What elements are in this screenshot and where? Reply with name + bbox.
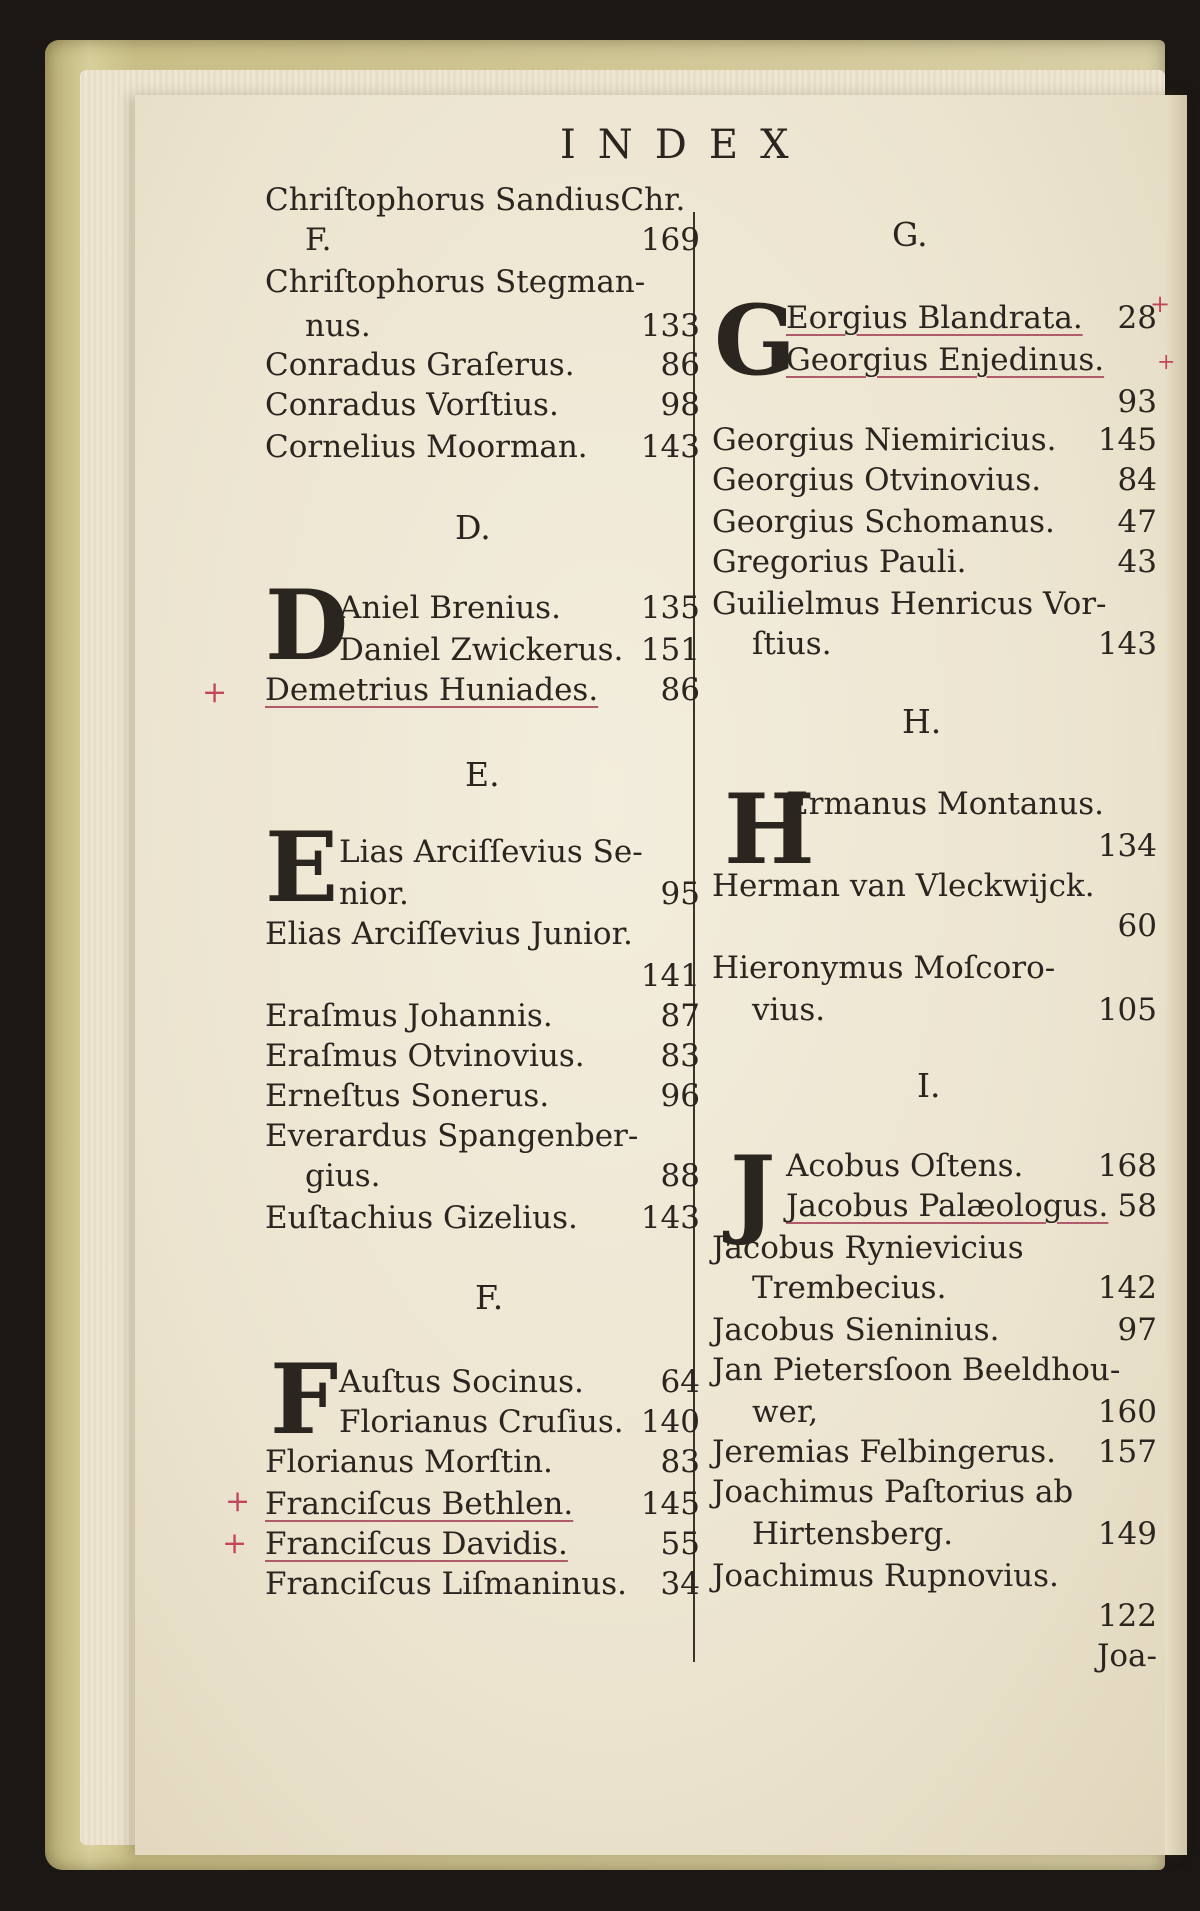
drop-cap-d: D bbox=[265, 569, 349, 682]
index-entry-marked: Demetrius Huniades. 86 bbox=[265, 672, 700, 708]
index-entry: Auſtus Socinus. 64 bbox=[339, 1364, 700, 1400]
index-entry: Florianus Morſtin. 83 bbox=[265, 1444, 700, 1480]
margin-cross: + bbox=[1150, 290, 1171, 318]
index-entry: Conradus Vorſtius. 98 bbox=[265, 387, 700, 423]
index-entry: Aniel Brenius. 135 bbox=[339, 590, 700, 626]
index-entry: 122 bbox=[1097, 1598, 1157, 1634]
index-entry: Chriſtophorus SandiusChr. bbox=[265, 182, 686, 218]
index-entry: vius. 105 bbox=[752, 992, 1157, 1028]
index-entry-marked: Jacobus Palæologus. 58 bbox=[786, 1188, 1157, 1224]
index-entry: Lias Arciſſevius Se- bbox=[339, 834, 643, 870]
index-entry-marked: Franciſcus Davidis. 55 bbox=[265, 1526, 700, 1562]
index-entry: Georgius Otvinovius. 84 bbox=[712, 462, 1157, 498]
index-entry: nus. 133 bbox=[305, 308, 700, 344]
index-entry: wer, 160 bbox=[752, 1394, 1157, 1430]
margin-cross: + bbox=[222, 1526, 248, 1561]
catchword: Joa- bbox=[1096, 1638, 1157, 1674]
index-entry: Gregorius Pauli. 43 bbox=[712, 544, 1157, 580]
index-entry: 93 bbox=[1117, 384, 1157, 420]
index-entry: F. 169 bbox=[305, 222, 700, 258]
index-entry: Elias Arciſſevius Junior. bbox=[265, 916, 633, 952]
index-entry: Everardus Spangenber- bbox=[265, 1118, 639, 1154]
index-entry: nior. 95 bbox=[339, 876, 700, 912]
drop-cap-f: F bbox=[270, 1343, 339, 1456]
index-entry: Eraſmus Johannis. 87 bbox=[265, 998, 700, 1034]
section-letter-d: D. bbox=[455, 508, 491, 547]
section-letter-f: F. bbox=[475, 1278, 504, 1317]
margin-cross: + bbox=[1157, 350, 1176, 375]
section-letter-g: G. bbox=[892, 215, 928, 254]
drop-cap-h: H bbox=[724, 773, 815, 886]
index-entry: Euſtachius Gizelius. 143 bbox=[265, 1200, 700, 1236]
index-entry: Jacobus Rynievicius bbox=[712, 1230, 1024, 1266]
drop-cap-g: G bbox=[714, 284, 796, 397]
index-entry-marked: Eorgius Blandrata. 28 bbox=[786, 300, 1157, 336]
index-entry: Hieronymus Moſcoro- bbox=[712, 950, 1056, 986]
index-entry: Jan Pietersſoon Beeldhou- bbox=[712, 1352, 1121, 1388]
index-entry: Chriſtophorus Stegman- bbox=[265, 264, 646, 300]
drop-cap-i: J bbox=[730, 1135, 776, 1248]
section-letter-h: H. bbox=[902, 702, 942, 741]
index-entry: Eraſmus Otvinovius. 83 bbox=[265, 1038, 700, 1074]
page-header: INDEX bbox=[560, 122, 811, 168]
index-entry: Joachimus Paſtorius ab bbox=[712, 1474, 1074, 1510]
index-entry: Cornelius Moorman. 143 bbox=[265, 429, 700, 465]
index-entry-marked: Georgius Enjedinus. bbox=[786, 342, 1105, 378]
index-entry: Georgius Niemiricius. 145 bbox=[712, 422, 1157, 458]
index-entry: Daniel Zwickerus. 151 bbox=[339, 632, 700, 668]
index-entry: Florianus Cruſius. 140 bbox=[339, 1404, 700, 1440]
index-entry: Conradus Graſerus. 86 bbox=[265, 347, 700, 383]
index-entry: 134 bbox=[1097, 828, 1157, 864]
index-entry: 141 bbox=[640, 958, 700, 994]
index-entry: Erneſtus Sonerus. 96 bbox=[265, 1078, 700, 1114]
index-entry: ſtius. 143 bbox=[752, 626, 1157, 662]
section-letter-e: E. bbox=[465, 755, 500, 794]
index-entry: Acobus Oſtens. 168 bbox=[786, 1148, 1157, 1184]
index-entry: 60 bbox=[1117, 908, 1157, 944]
index-entry: Ermanus Montanus. bbox=[786, 786, 1105, 822]
index-entry: Franciſcus Liſmaninus. 34 bbox=[265, 1566, 700, 1602]
index-entry: Trembecius. 142 bbox=[752, 1270, 1157, 1306]
margin-cross: + bbox=[202, 675, 228, 710]
index-entry: Hirtensberg. 149 bbox=[752, 1516, 1157, 1552]
index-entry: Jacobus Sieninius. 97 bbox=[712, 1312, 1157, 1348]
index-entry: Jeremias Felbingerus. 157 bbox=[712, 1434, 1157, 1470]
margin-cross: + bbox=[225, 1484, 251, 1519]
index-entry-marked: Franciſcus Bethlen. 145 bbox=[265, 1486, 700, 1522]
index-entry: Herman van Vleckwijck. bbox=[712, 868, 1095, 904]
index-entry: Georgius Schomanus. 47 bbox=[712, 504, 1157, 540]
index-entry: gius. 88 bbox=[305, 1158, 700, 1194]
index-entry: Guilielmus Henricus Vor- bbox=[712, 586, 1107, 622]
index-entry: Joachimus Rupnovius. bbox=[712, 1558, 1059, 1594]
drop-cap-e: E bbox=[265, 811, 339, 924]
section-letter-i: I. bbox=[917, 1066, 941, 1105]
